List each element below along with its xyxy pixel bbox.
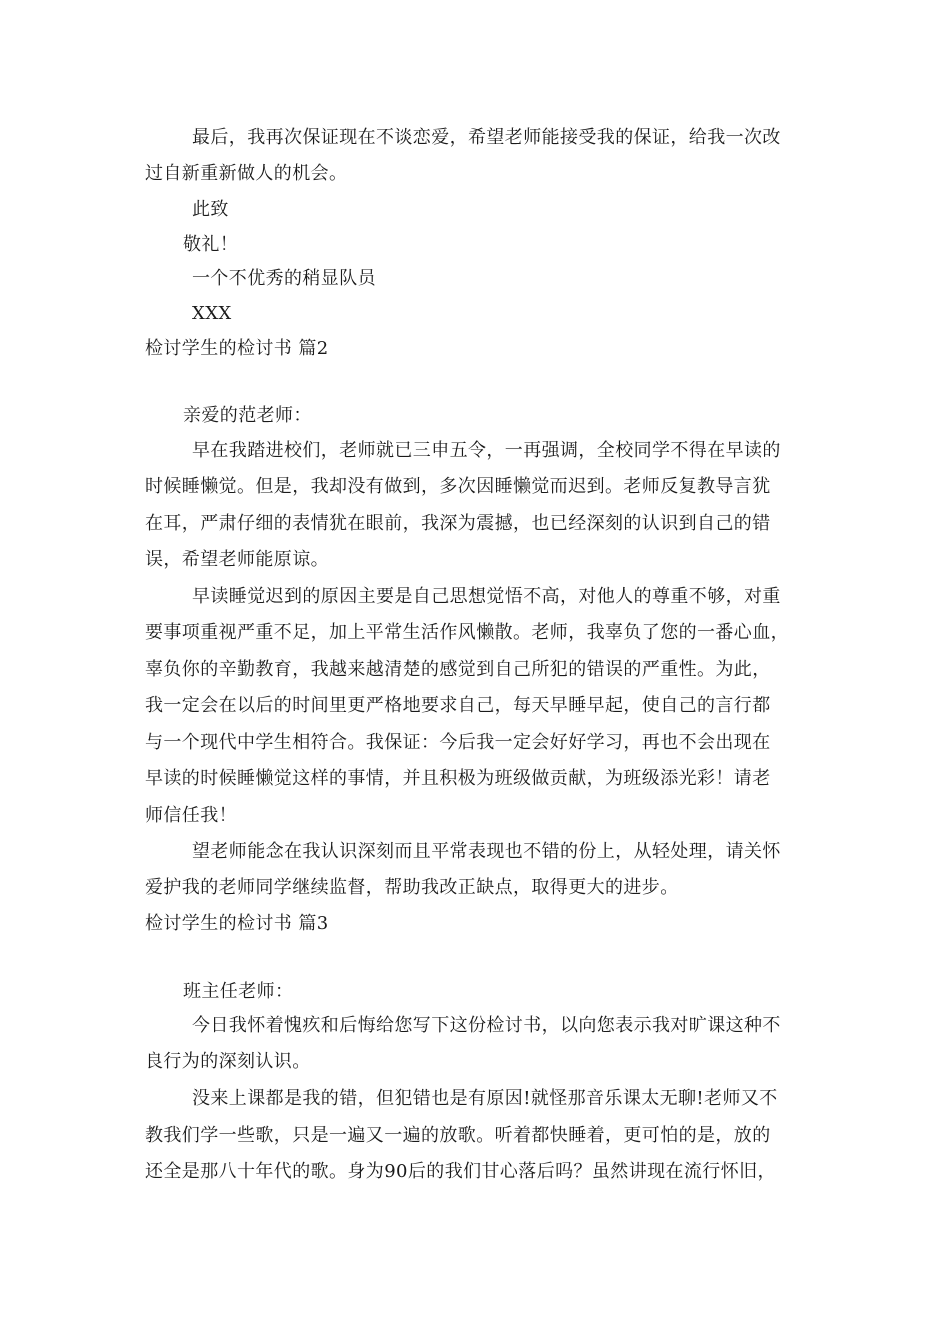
paragraph-line: 良行为的深刻认识。 [145, 1051, 311, 1072]
paragraph-line: 时候睡懒觉。但是，我却没有做到，多次因睡懒觉而迟到。老师反复教导言犹 [145, 476, 771, 497]
paragraph-line: 今日我怀着愧疚和后悔给您写下这份检讨书，以向您表示我对旷课这种不 [192, 1015, 781, 1036]
signer-name: XXX [192, 303, 232, 324]
paragraph-line: 没来上课都是我的错，但犯错也是有原因!就怪那音乐课太无聊!老师又不 [192, 1088, 778, 1109]
paragraph-line: 早在我踏进校们，老师就已三申五令，一再强调，全校同学不得在早读的 [192, 440, 781, 461]
section-title: 检讨学生的检讨书 篇3 [145, 913, 329, 934]
paragraph-line: 师信任我！ [145, 805, 237, 826]
paragraph-line: 我一定会在以后的时间里更严格地要求自己，每天早睡早起，使自己的言行都 [145, 695, 771, 716]
signer-line: 一个不优秀的稍显队员 [192, 268, 376, 289]
paragraph-line: 要事项重视严重不足，加上平常生活作风懒散。老师，我辜负了您的一番心血， [145, 622, 789, 643]
greeting-line: 亲爱的范老师： [183, 405, 312, 426]
paragraph-line: 早读睡觉迟到的原因主要是自己思想觉悟不高，对他人的尊重不够，对重 [192, 586, 781, 607]
closing-line: 此致 [192, 199, 229, 220]
paragraph-line: 过自新重新做人的机会。 [145, 163, 348, 184]
paragraph-line: 爱护我的老师同学继续监督，帮助我改正缺点，取得更大的进步。 [145, 877, 679, 898]
paragraph-line: 望老师能念在我认识深刻而且平常表现也不错的份上，从轻处理，请关怀 [192, 841, 781, 862]
paragraph-line: 还全是那八十年代的歌。身为90后的我们甘心落后吗？虽然讲现在流行怀旧， [145, 1161, 776, 1182]
salutation-line: 敬礼！ [183, 234, 239, 255]
paragraph-line: 教我们学一些歌，只是一遍又一遍的放歌。听着都快睡着，更可怕的是，放的 [145, 1125, 771, 1146]
paragraph-line: 最后，我再次保证现在不谈恋爱，希望老师能接受我的保证，给我一次改 [192, 127, 781, 148]
paragraph-line: 早读的时候睡懒觉这样的事情，并且积极为班级做贡献，为班级添光彩！请老 [145, 768, 771, 789]
paragraph-line: 辜负你的辛勤教育，我越来越清楚的感觉到自己所犯的错误的严重性。为此， [145, 659, 771, 680]
section-title: 检讨学生的检讨书 篇2 [145, 338, 329, 359]
paragraph-line: 在耳，严肃仔细的表情犹在眼前，我深为震撼，也已经深刻的认识到自己的错 [145, 513, 771, 534]
paragraph-line: 误，希望老师能原谅。 [145, 549, 329, 570]
greeting-line: 班主任老师： [183, 981, 294, 1002]
paragraph-line: 与一个现代中学生相符合。我保证：今后我一定会好好学习，再也不会出现在 [145, 732, 771, 753]
